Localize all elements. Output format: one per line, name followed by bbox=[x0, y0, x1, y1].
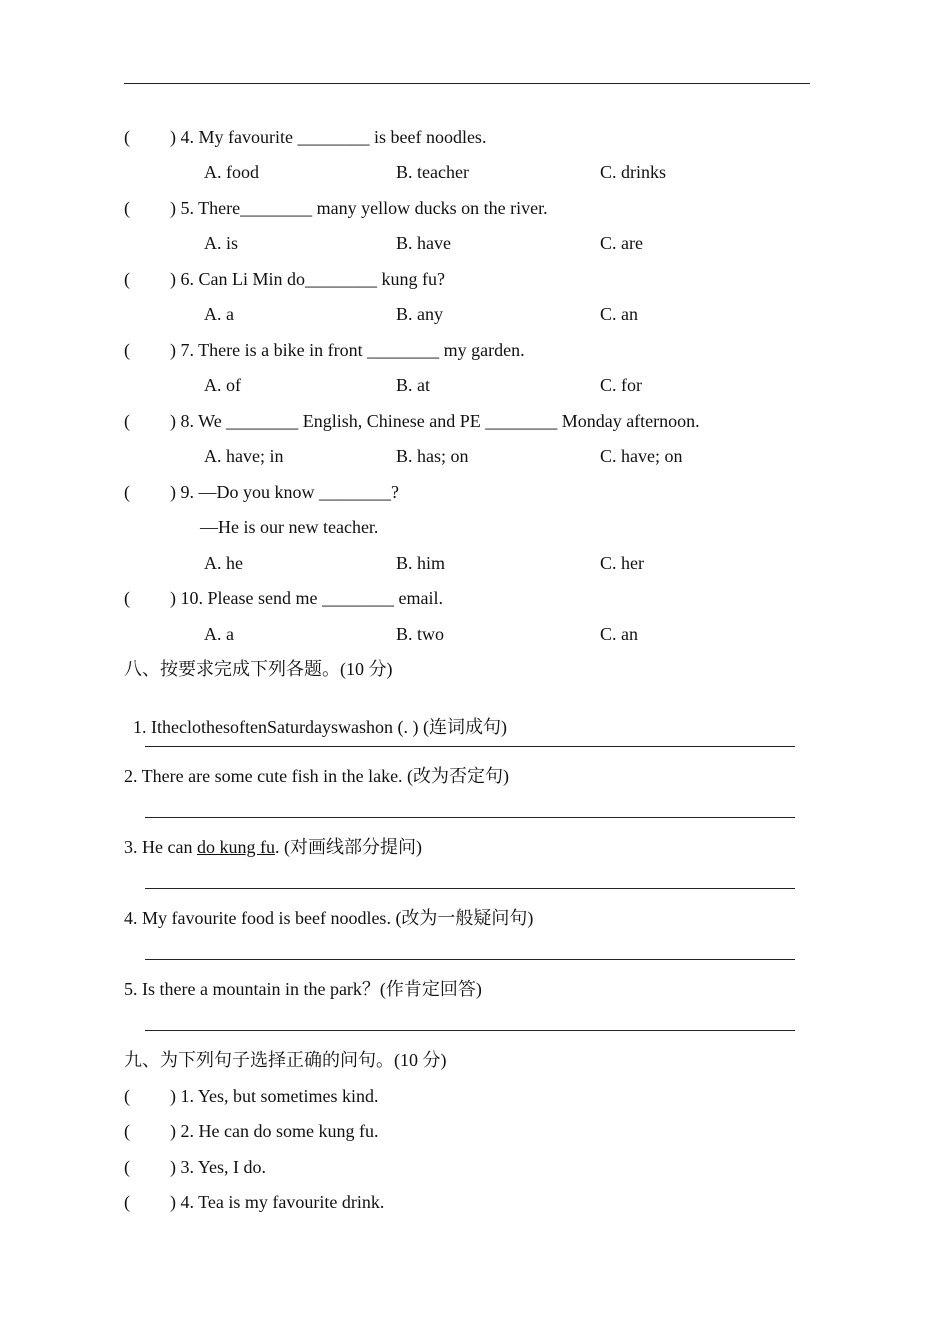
option-b: B. him bbox=[396, 553, 446, 573]
word: clothes bbox=[179, 717, 230, 737]
word: wash bbox=[337, 717, 375, 737]
question-9: ) 9. —Do you know ________? bbox=[170, 482, 399, 502]
option-b: B. any bbox=[396, 304, 443, 324]
answer-line[interactable] bbox=[145, 888, 795, 889]
answer-item-3: ) 3. Yes, I do. bbox=[170, 1157, 267, 1177]
answer-paren: ( bbox=[124, 1086, 130, 1106]
answer-paren: ( bbox=[124, 588, 130, 608]
answer-line[interactable] bbox=[145, 959, 795, 960]
header-rule bbox=[124, 83, 810, 84]
option-b: B. has; on bbox=[396, 446, 469, 466]
option-c: C. for bbox=[600, 375, 642, 395]
task-3-post: . (对画线部分提问) bbox=[274, 837, 422, 857]
option-a: A. a bbox=[204, 624, 234, 644]
option-c: C. have; on bbox=[600, 446, 683, 466]
option-a: A. he bbox=[204, 553, 243, 573]
task-3 bbox=[124, 836, 422, 858]
task-5: 5. Is there a mountain in the park？(作肯定回答) bbox=[124, 979, 482, 999]
dialogue-reply: —He is our new teacher. bbox=[200, 517, 379, 537]
option-b: B. at bbox=[396, 375, 430, 395]
option-c: C. are bbox=[600, 233, 643, 253]
word: Saturdays bbox=[266, 717, 338, 737]
section-9-heading: 九、为下列句子选择正确的问句。(10 分) bbox=[124, 1050, 447, 1070]
answer-line[interactable] bbox=[145, 746, 795, 747]
answer-line[interactable] bbox=[145, 817, 795, 818]
task-2: 2. There are some cute fish in the lake. (改为否定句) bbox=[124, 766, 510, 786]
option-c: C. an bbox=[600, 624, 638, 644]
answer-item-2: ) 2. He can do some kung fu. bbox=[170, 1121, 379, 1141]
option-a: A. of bbox=[204, 375, 241, 395]
answer-paren: ( bbox=[124, 1121, 130, 1141]
word: on (. ) (连词成句) bbox=[374, 717, 507, 737]
answer-item-4: ) 4. Tea is my favourite drink. bbox=[170, 1192, 385, 1212]
option-c: C. an bbox=[600, 304, 638, 324]
scrambled-sentence bbox=[124, 694, 507, 738]
answer-line[interactable] bbox=[145, 1030, 795, 1031]
answer-paren: ( bbox=[124, 127, 130, 147]
question-7: ) 7. There is a bike in front ________ my garden. bbox=[170, 340, 525, 360]
answer-paren: ( bbox=[124, 482, 130, 502]
option-b: B. teacher bbox=[396, 162, 469, 182]
task-3-pre: 3. He can bbox=[124, 837, 197, 857]
word: 1. I bbox=[133, 717, 157, 737]
task-4: 4. My favourite food is beef noodles. (改为一般疑问句) bbox=[124, 908, 534, 928]
option-c: C. her bbox=[600, 553, 644, 573]
option-b: B. two bbox=[396, 624, 445, 644]
answer-paren: ( bbox=[124, 1157, 130, 1177]
section-8-heading: 八、按要求完成下列各题。(10 分) bbox=[124, 659, 393, 679]
option-a: A. a bbox=[204, 304, 234, 324]
option-a: A. food bbox=[204, 162, 259, 182]
answer-item-1: ) 1. Yes, but sometimes kind. bbox=[170, 1086, 379, 1106]
answer-paren: ( bbox=[124, 340, 130, 360]
question-4: ) 4. My favourite ________ is beef noodles. bbox=[170, 127, 487, 147]
answer-paren: ( bbox=[124, 411, 130, 431]
option-a: A. have; in bbox=[204, 446, 284, 466]
question-8: ) 8. We ________ English, Chinese and PE ________ Monday afternoon. bbox=[170, 411, 700, 431]
answer-paren: ( bbox=[124, 269, 130, 289]
word: often bbox=[230, 717, 267, 737]
option-a: A. is bbox=[204, 233, 239, 253]
question-6: ) 6. Can Li Min do________ kung fu? bbox=[170, 269, 445, 289]
question-10: ) 10. Please send me ________ email. bbox=[170, 588, 443, 608]
option-b: B. have bbox=[396, 233, 451, 253]
underlined-phrase: do kung fu bbox=[196, 837, 275, 857]
answer-paren: ( bbox=[124, 1192, 130, 1212]
word: the bbox=[157, 717, 179, 737]
answer-paren: ( bbox=[124, 198, 130, 218]
option-c: C. drinks bbox=[600, 162, 667, 182]
question-5: ) 5. There________ many yellow ducks on the river. bbox=[170, 198, 548, 218]
